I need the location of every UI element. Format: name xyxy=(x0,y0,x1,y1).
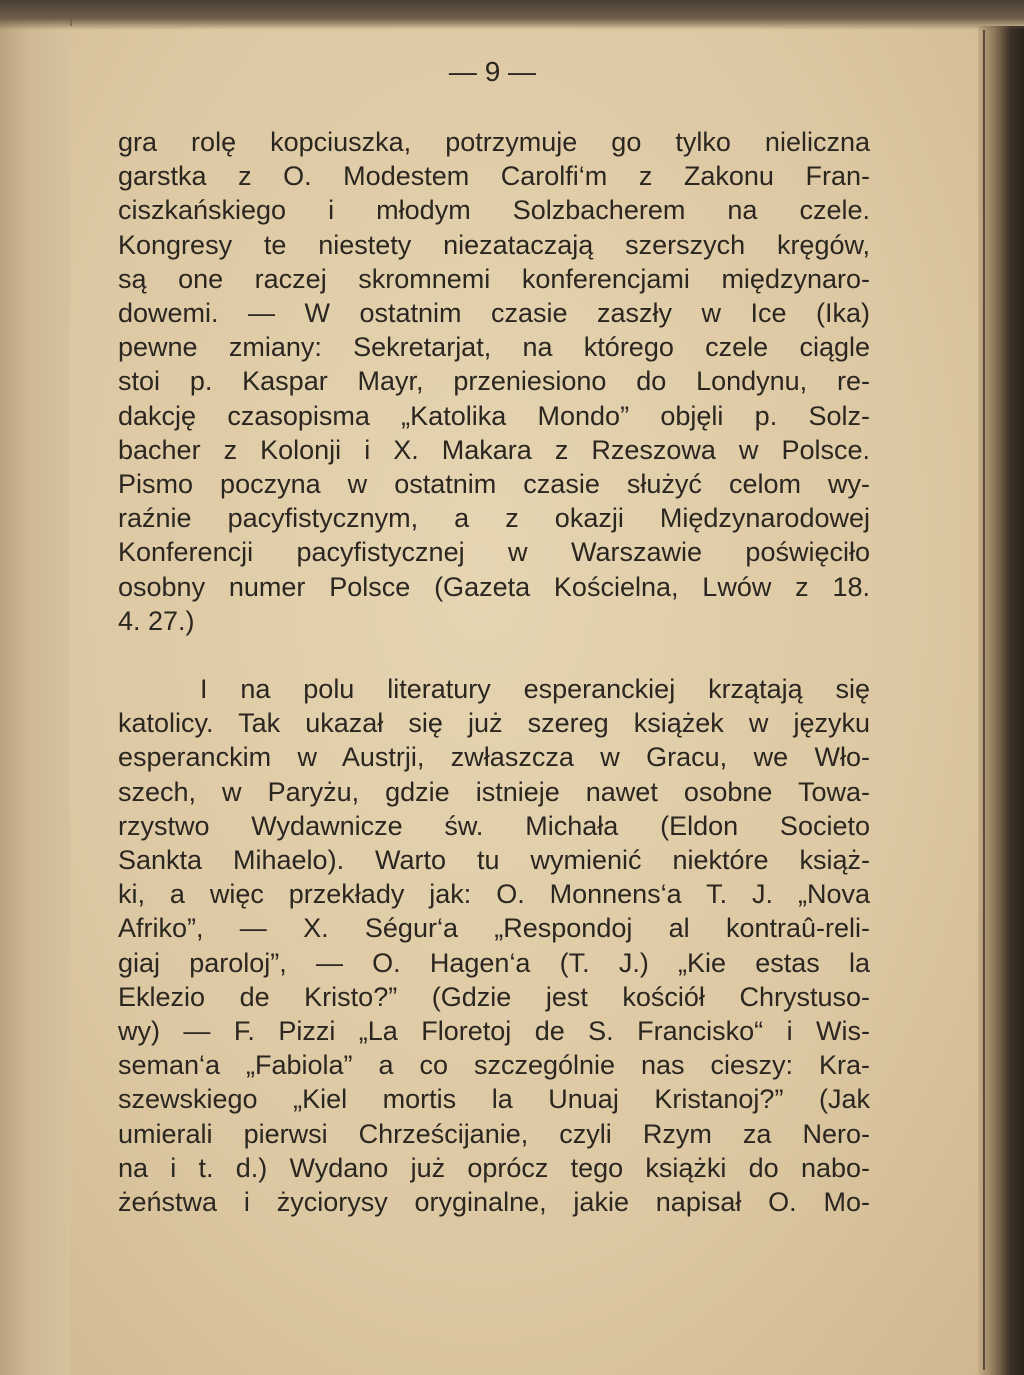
text-line: szewskiego „Kiel mortis la Unuaj Kristanoj?” (Jak xyxy=(118,1084,870,1115)
text-line: ki, a więc przekłady jak: O. Monnens‘a T. J. „Nova xyxy=(118,879,870,910)
text-line: gra rolę kopciuszka, potrzymuje go tylko nieliczna xyxy=(118,127,870,157)
text-line: szech, w Paryżu, gdzie istnieje nawet osobne Towa- xyxy=(118,776,870,807)
text-line: Pismo poczyna w ostatnim czasie służyć celom wy- xyxy=(118,469,870,500)
text-line: garstka z O. Modestem Carolfi‘m z Zakonu Fran- xyxy=(118,161,870,192)
page-number: — 9 — xyxy=(448,56,537,87)
text-line: dowemi. — W ostatnim czasie zaszły w Ice (Ika) xyxy=(118,298,870,329)
text-line: bacher z Kolonji i X. Makara z Rzeszowa w Polsce. xyxy=(118,434,870,465)
top-shadow xyxy=(0,0,1024,30)
text-line: Eklezio de Kristo?” (Gdzie jest kościół Chrystuso- xyxy=(118,981,870,1012)
text-line: Afriko”, — X. Ségur‘a „Respondoj al kontraû-reli- xyxy=(118,913,870,944)
text-line: katolicy. Tak ukazał się już szereg książek w języku xyxy=(118,708,870,739)
text-line: Sankta Mihaelo). Warto tu wymienić niektóre książ- xyxy=(118,845,870,876)
text-line: esperanckim w Austrji, zwłaszcza w Gracu, we Wło- xyxy=(118,742,870,773)
text-line: Konferencji pacyfistycznej w Warszawie poświęciło xyxy=(118,537,870,568)
text-line: umierali pierwsi Chrześcijanie, czyli Rzym za Nero- xyxy=(118,1118,870,1149)
text-line: żeństwa i życiorysy oryginalne, jakie napisał O. Mo- xyxy=(118,1187,870,1218)
text-line: osobny numer Polsce (Gazeta Kościelna, Lwów z 18. xyxy=(118,571,870,602)
text-line: I na polu literatury esperanckiej krzątają się xyxy=(200,674,870,705)
text-line: są one raczej skromnemi konferencjami międzynaro- xyxy=(118,263,870,294)
text-line: ciszkańskiego i młodym Solzbacherem na czele. xyxy=(118,195,870,226)
text-line: 4. 27.) xyxy=(118,605,195,636)
body-text xyxy=(118,125,870,1219)
text-line: raźnie pacyfistycznym, a z okazji Międzynarodowej xyxy=(118,503,870,534)
text-line: na i t. d.) Wydano już oprócz tego książki do nabo- xyxy=(118,1152,870,1183)
page-fold-line xyxy=(983,30,985,1370)
text-line: Kongresy te niestety niezataczają szerszych kręgów, xyxy=(118,229,870,260)
text-line: stoi p. Kaspar Mayr, przeniesiono do Londynu, re- xyxy=(118,366,870,397)
paragraph-2 xyxy=(118,672,870,1219)
paragraph-gap xyxy=(118,638,870,672)
text-line: pewne zmiany: Sekretarjat, na którego czele ciągle xyxy=(118,332,870,363)
previous-page-edge xyxy=(0,0,72,1375)
paragraph-1 xyxy=(118,125,870,638)
text-line: rzystwo Wydawnicze św. Michała (Eldon Societo xyxy=(118,810,870,841)
text-line: giaj paroloj”, — O. Hagen‘a (T. J.) „Kie estas la xyxy=(118,947,870,978)
text-line: wy) — F. Pizzi „La Floretoj de S. Francisko“ i Wis- xyxy=(118,1016,870,1047)
text-line: dakcję czasopisma „Katolika Mondo” objęli p. Solz- xyxy=(118,400,870,431)
text-line: seman‘a „Fabiola” a co szczególnie nas cieszy: Kra- xyxy=(118,1050,870,1081)
